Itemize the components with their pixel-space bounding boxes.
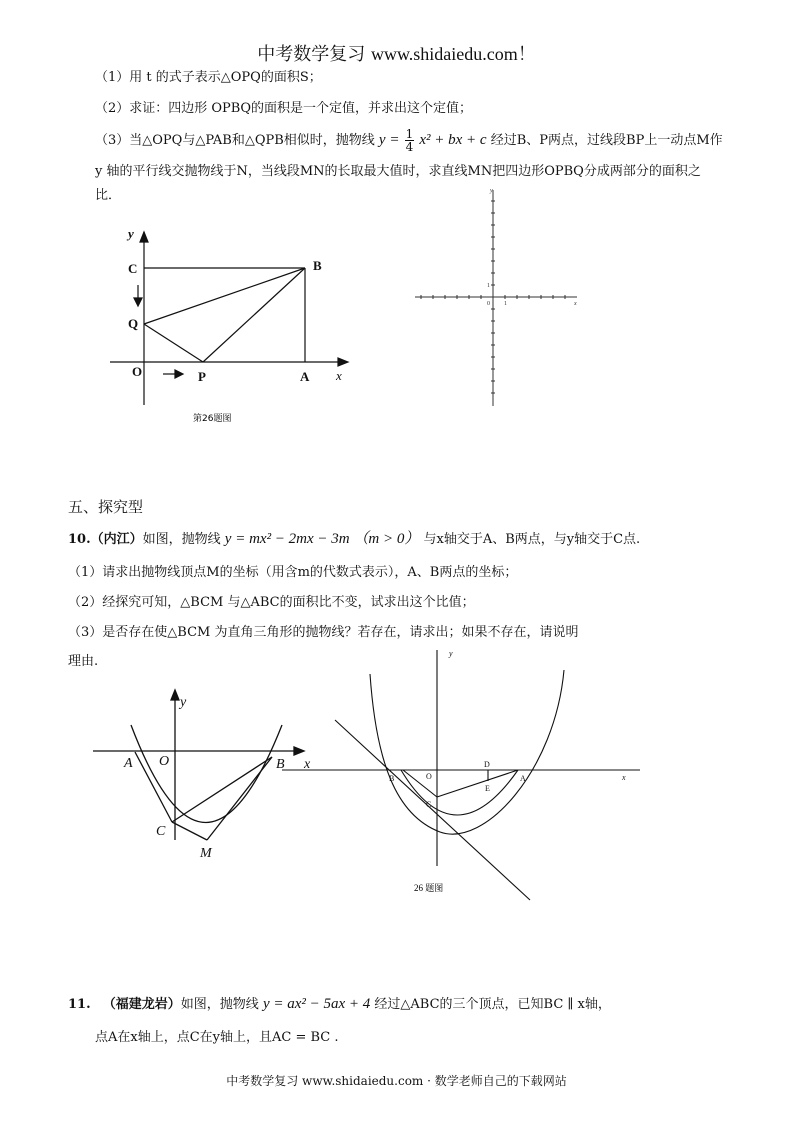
right-label-E: E: [485, 784, 490, 793]
left-y-arrow-icon: [171, 690, 179, 700]
figure-10-right: [282, 650, 640, 900]
segment-CM: [172, 822, 207, 840]
p11-equation: y = ax² − 5ax + 4: [262, 996, 371, 1012]
p10-source: （内江）: [90, 532, 143, 547]
grid-label-y: y: [490, 188, 493, 194]
p10-equation: y = mx² − 2mx − 3m （m > 0）: [224, 531, 420, 547]
label-y: y: [128, 226, 134, 241]
label-A: A: [300, 369, 310, 384]
right-label-B: B: [389, 774, 395, 783]
label-B: B: [313, 258, 322, 273]
figure-10-caption: 26 题图: [414, 883, 444, 893]
p11-line-2: 点A在x轴上，点C在y轴上，且AC = BC .: [95, 1030, 339, 1045]
left-label-B: B: [276, 757, 285, 772]
p10-question-1: （1）请求出抛物线顶点M的坐标（用含m的代数式表示），A、B两点的坐标；: [68, 565, 518, 580]
section-title: 五、探究型: [68, 498, 144, 516]
page-footer: 中考数学复习 www.shidaiedu.com · 数学老师自己的下载网站: [226, 1074, 567, 1088]
p11-stem: [68, 993, 611, 1013]
left-label-y: y: [180, 695, 187, 710]
right-label-O: O: [426, 772, 432, 781]
p26-parabola-y: y =: [378, 132, 400, 148]
segment-MB: [207, 757, 272, 840]
p11-stem-post: 经过△ABC的三个顶点，已知BC ∥ x轴，: [374, 997, 611, 1012]
p10-question-3: （3）是否存在使△BCM 为直角三角形的抛物线？若存在，请求出；如果不存在，请说明: [68, 625, 579, 640]
p26-question-3-line3: 比．: [95, 188, 122, 203]
right-label-y: y: [449, 649, 453, 658]
p26-q3-suffix: 经过B、P两点，过线段BP上一动点M作: [490, 133, 723, 148]
left-label-O: O: [159, 754, 170, 769]
header-url: www.shidaiedu.com！: [370, 44, 536, 64]
p10-number: 10.: [68, 532, 91, 547]
header-title: 中考数学复习: [257, 44, 366, 65]
p11-source: （福建龙岩）: [102, 997, 181, 1012]
p10-question-2: （2）经探究可知，△BCM 与△ABC的面积比不变，试求出这个比值；: [68, 595, 475, 610]
p11-number: 11.: [68, 997, 91, 1012]
fraction-numerator: 1: [405, 127, 414, 141]
right-label-D: D: [484, 760, 490, 769]
grid-label-one-x: 1: [504, 301, 507, 307]
p10-question-3-end: 理由.: [68, 654, 99, 669]
p26-q3-prefix: （3）当△OPQ与△PAB和△QPB相似时，抛物线: [95, 133, 375, 148]
right-inner-parabola: [401, 770, 518, 815]
p10-stem-pre: 如图，抛物线: [142, 532, 221, 547]
left-x-arrow-icon: [294, 747, 304, 755]
left-label-A: A: [124, 756, 133, 771]
label-P: P: [198, 369, 206, 384]
p26-parabola-rest: x² + bx + c: [419, 132, 487, 148]
label-x: x: [336, 368, 342, 383]
right-label-C: C: [426, 800, 432, 809]
p10-stem-post: 与x轴交于A、B两点，与y轴交于C点.: [423, 532, 641, 547]
label-O: O: [132, 364, 143, 379]
segment-CB: [172, 757, 272, 822]
p26-question-3-line2: y 轴的平行线交抛物线于N，当线段MN的长取最大值时，求直线MN把四边形OPBQ分成两部分的面积之: [95, 164, 701, 179]
right-label-x: x: [622, 773, 626, 782]
fraction-denominator: 4: [405, 140, 414, 154]
grid-label-origin: 0: [487, 301, 490, 307]
segment-CA: [437, 770, 518, 797]
grid-label-x: x: [574, 301, 577, 307]
left-label-x: x: [304, 757, 311, 772]
right-label-A: A: [520, 774, 526, 783]
p26-question-2: （2）求证：四边形 OPBQ的面积是一个定值，并求出这个定值；: [95, 101, 473, 116]
p11-stem-pre: 如图，抛物线: [180, 997, 259, 1012]
left-label-M: M: [200, 846, 212, 861]
segment-BC: [403, 770, 437, 797]
label-C: C: [128, 261, 138, 276]
p26-question-1: （1）用 t 的式子表示△OPQ的面积S；: [95, 70, 322, 85]
figure-26-caption: 第26题图: [193, 414, 232, 424]
grid-label-one-y: 1: [487, 283, 490, 289]
right-outer-parabola: [370, 670, 564, 834]
left-label-C: C: [156, 824, 166, 839]
label-Q: Q: [128, 316, 139, 331]
